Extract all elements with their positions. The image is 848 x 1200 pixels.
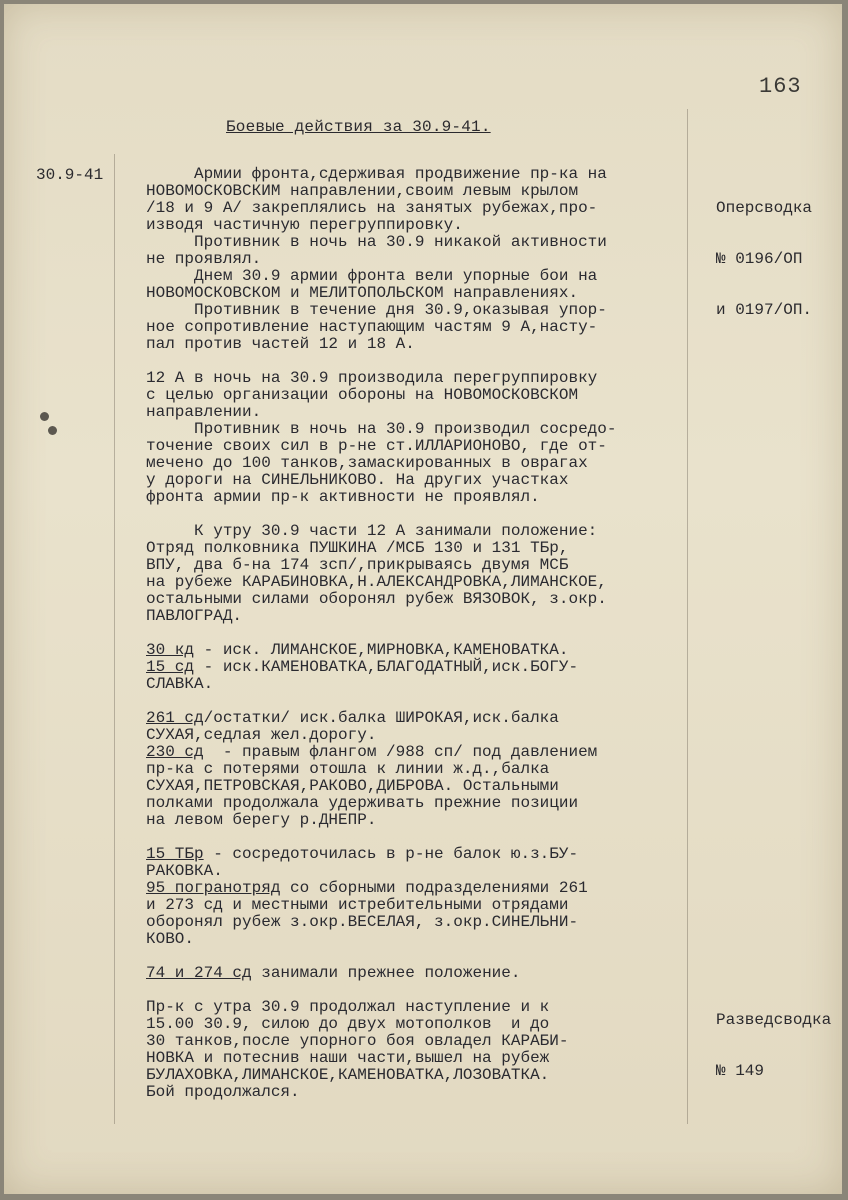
paragraph	[146, 710, 691, 744]
text-line: фронта армии пр-к активности не проявлял.	[146, 488, 540, 506]
text-line: КОВО.	[146, 930, 195, 948]
unit-label: 95 погранотряд	[146, 879, 281, 897]
side-note-razvedsvodka	[716, 978, 831, 1114]
text-line: с целью организации обороны на НОВОМОСКОВСКОМ	[146, 386, 579, 404]
punch-hole	[48, 426, 57, 435]
paragraph	[146, 965, 691, 982]
text-line: СУХАЯ,седлая жел.дорогу.	[146, 726, 377, 744]
unit-label: 30 кд	[146, 641, 195, 659]
text-line: Пр-к с утра 30.9 продолжал наступление и к	[146, 998, 550, 1016]
side-note-line: Оперсводка	[716, 199, 813, 217]
text-line	[146, 710, 691, 727]
text-span: занимали прежнее положение.	[251, 964, 521, 982]
text-line: К утру 30.9 части 12 А занимали положение:	[146, 522, 598, 540]
unit-label: 15 сд	[146, 658, 195, 676]
text-line: пал против частей 12 и 18 А.	[146, 335, 415, 353]
paragraph	[146, 523, 691, 625]
page-title: Боевые действия за 30.9-41.	[226, 118, 491, 136]
text-line: ВПУ, два б-на 174 зсп/,прикрываясь двумя МСБ	[146, 556, 569, 574]
text-line: на рубеже КАРАБИНОВКА,Н.АЛЕКСАНДРОВКА,ЛИМАНСКОЕ,	[146, 573, 607, 591]
page-number: 163	[759, 74, 802, 99]
text-line: у дороги на СИНЕЛЬНИКОВО. На других участках	[146, 471, 569, 489]
text-line	[146, 965, 691, 982]
document-page	[4, 4, 842, 1194]
text-span: - иск. ЛИМАНСКОЕ,МИРНОВКА,КАМЕНОВАТКА.	[194, 641, 569, 659]
paragraph	[146, 880, 691, 948]
unit-label: 261 сд	[146, 709, 204, 727]
text-line: 12 А в ночь на 30.9 производила перегруппировку	[146, 369, 598, 387]
side-note-opersvodka	[716, 166, 812, 353]
paragraph	[146, 659, 691, 693]
text-span: /остатки/ иск.балка ШИРОКАЯ,иск.балка	[203, 709, 559, 727]
text-line: 15.00 30.9, силою до двух мотополков и до	[146, 1015, 550, 1033]
unit-label: 74 и 274 сд	[146, 964, 252, 982]
text-line: Отряд полковника ПУШКИНА /МСБ 130 и 131 ТБр,	[146, 539, 569, 557]
text-line: РАКОВКА.	[146, 862, 223, 880]
paragraph	[146, 744, 691, 829]
text-line: и 273 сд и местными истребительными отрядами	[146, 896, 569, 914]
text-line: не проявлял.	[146, 250, 262, 268]
text-line: остальными силами оборонял рубеж ВЯЗОВОК, з.окр.	[146, 590, 607, 608]
side-note-line: № 149	[716, 1062, 765, 1080]
text-line	[146, 642, 691, 659]
paragraph	[146, 268, 691, 302]
text-span: - правым флангом /988 сп/ под давлением	[203, 743, 598, 761]
text-line: /18 и 9 А/ закреплялись на занятых рубежах,про-	[146, 199, 598, 217]
text-line: оборонял рубеж з.окр.ВЕСЕЛАЯ, з.окр.СИНЕЛЬНИ-	[146, 913, 579, 931]
side-note-line: и 0197/ОП.	[716, 301, 813, 319]
text-line: мечено до 100 танков,замаскированных в оврагах	[146, 454, 588, 472]
paragraph	[146, 421, 691, 506]
text-line: ПАВЛОГРАД.	[146, 607, 243, 625]
text-line: СУХАЯ,ПЕТРОВСКАЯ,РАКОВО,ДИБРОВА. Остальными	[146, 777, 559, 795]
paragraph	[146, 642, 691, 659]
text-line: направлении.	[146, 403, 262, 421]
unit-label: 230 сд	[146, 743, 204, 761]
text-line: на левом берегу р.ДНЕПР.	[146, 811, 377, 829]
text-line	[146, 846, 691, 863]
text-line: СЛАВКА.	[146, 675, 214, 693]
text-line: пр-ка с потерями отошла к линии ж.д.,балка	[146, 760, 550, 778]
paragraph	[146, 370, 691, 421]
paragraph	[146, 234, 691, 268]
date-margin-note: 30.9-41	[36, 166, 104, 184]
unit-label: 15 ТБр	[146, 845, 204, 863]
paragraph	[146, 166, 691, 234]
text-line: БУЛАХОВКА,ЛИМАНСКОЕ,КАМЕНОВАТКА,ЛОЗОВАТКА.	[146, 1066, 550, 1084]
text-line: Противник в течение дня 30.9,оказывая упор-	[146, 301, 607, 319]
text-line: Бой продолжался.	[146, 1083, 300, 1101]
text-line: Днем 30.9 армии фронта вели упорные бои на	[146, 267, 598, 285]
text-line: 30 танков,после упорного боя овладел КАРАБИ-	[146, 1032, 569, 1050]
paragraph	[146, 846, 691, 880]
side-note-line: № 0196/ОП	[716, 250, 803, 268]
text-line: полками продолжала удерживать прежние позиции	[146, 794, 579, 812]
text-line: ное сопротивление наступающим частям 9 А,насту-	[146, 318, 598, 336]
side-note-line: Разведсводка	[716, 1011, 832, 1029]
text-span: - сосредоточилась в р-не балок ю.з.БУ-	[203, 845, 579, 863]
text-line: НОВОМОСКОВСКИМ направлении,своим левым крылом	[146, 182, 579, 200]
text-line: НОВОМОСКОВСКОМ и МЕЛИТОПОЛЬСКОМ направлениях.	[146, 284, 579, 302]
text-line: точение своих сил в р-не ст.ИЛЛАРИОНОВО, где от-	[146, 437, 607, 455]
left-margin-line	[114, 154, 115, 1124]
text-line: Противник в ночь на 30.9 никакой активности	[146, 233, 607, 251]
text-line: Армии фронта,сдерживая продвижение пр-ка на	[146, 165, 607, 183]
paragraph	[146, 302, 691, 353]
text-span: - иск.КАМЕНОВАТКА,БЛАГОДАТНЫЙ,иск.БОГУ-	[194, 658, 579, 676]
report-body	[146, 166, 691, 1101]
text-line: изводя частичную перегруппировку.	[146, 216, 463, 234]
paragraph	[146, 999, 691, 1101]
text-line	[146, 659, 691, 676]
text-line	[146, 744, 691, 761]
text-line	[146, 880, 691, 897]
text-line: Противник в ночь на 30.9 производил сосредо-	[146, 420, 617, 438]
text-span: со сборными подразделениями 261	[280, 879, 588, 897]
text-line: НОВКА и потеснив наши части,вышел на рубеж	[146, 1049, 550, 1067]
punch-hole	[40, 412, 49, 421]
